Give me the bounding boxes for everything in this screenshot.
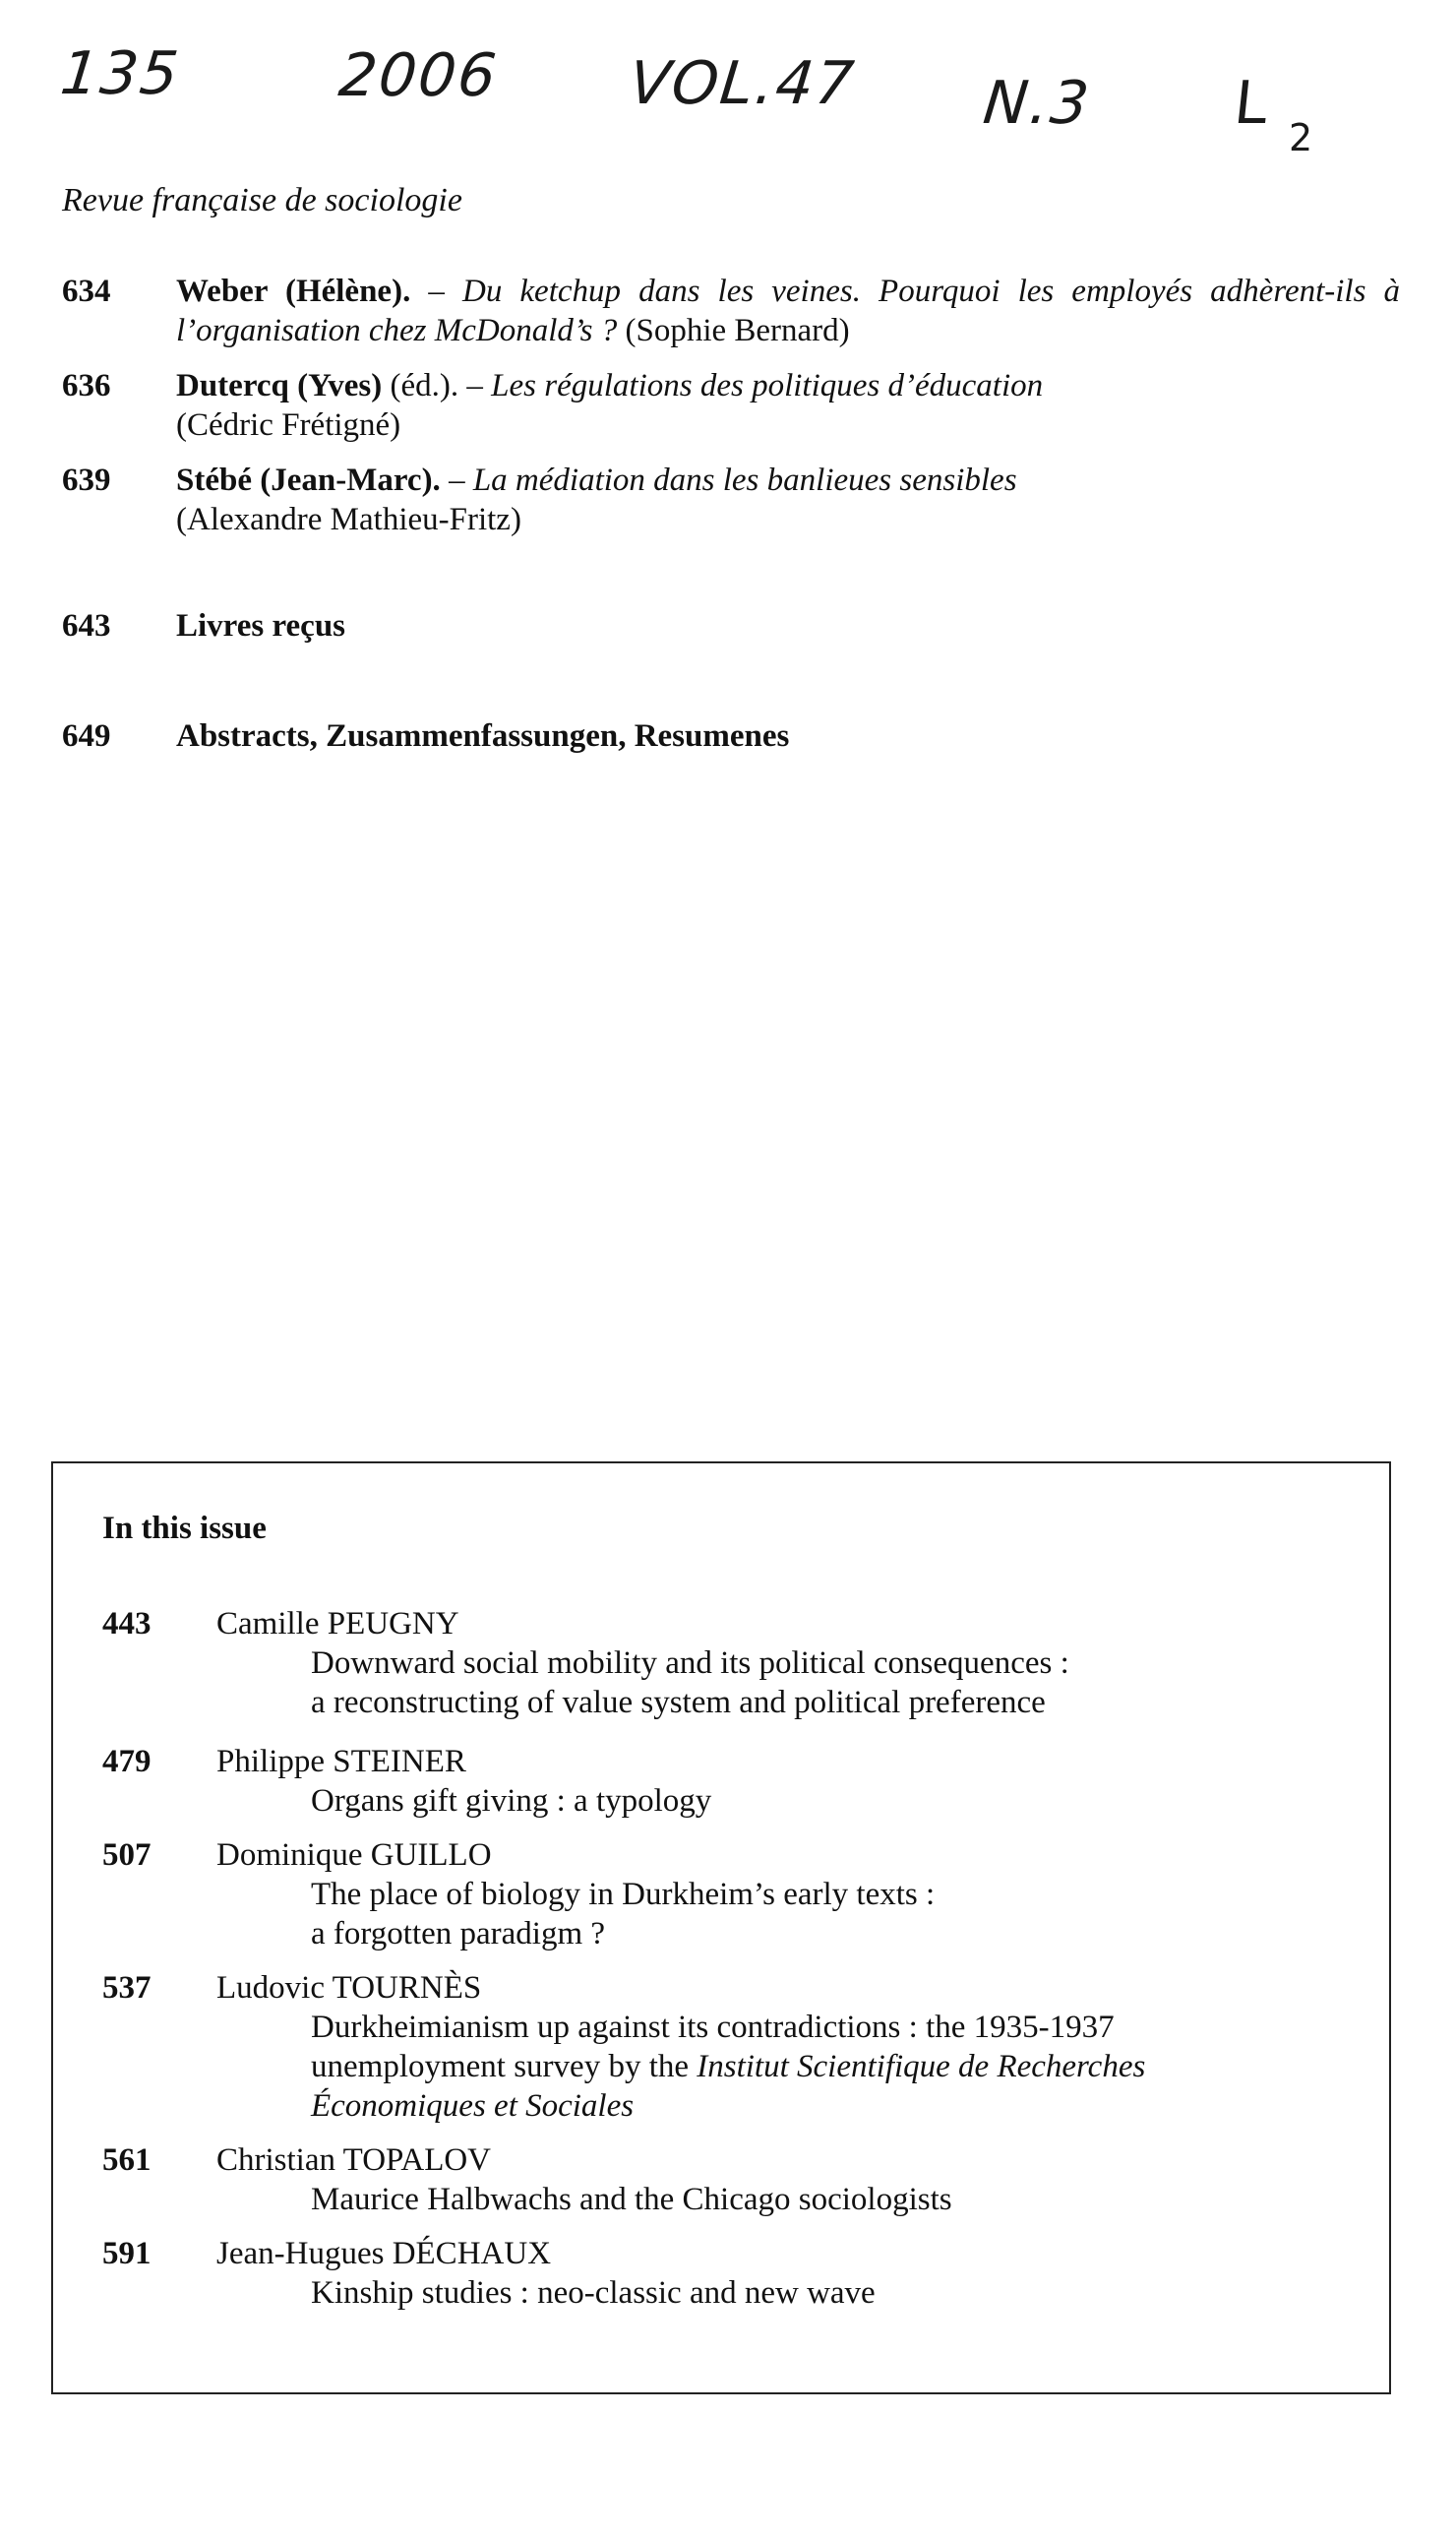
toc-page-number: 639 [62,463,111,498]
issue-entry [102,1968,1342,2126]
toc-separator: – [458,368,492,403]
toc-reviewer: (Alexandre Mathieu-Fritz) [176,502,521,537]
issue-author: Camille PEUGNY [216,1606,459,1641]
issue-author: Ludovic TOURNÈS [216,1970,482,2006]
issue-title-line: Maurice Halbwachs and the Chicago sociologists [311,2182,952,2217]
toc-author: Dutercq (Yves) [176,368,383,403]
handwritten-volume: VOL.47 [626,49,859,118]
toc-title: Les régulations des politiques d’éducation [491,368,1044,403]
issue-title-line: Économiques et Sociales [311,2088,635,2124]
toc-entry [62,606,1400,646]
toc-page-number: 649 [62,718,111,754]
handwritten-year: 2006 [335,41,502,110]
issue-author: Philippe STEINER [216,1744,466,1779]
toc-page-number: 636 [62,368,111,403]
toc-editor-note: (éd.). [382,368,459,403]
issue-title-plain: unemployment survey by the [311,2049,698,2084]
toc-reviewer: (Cédric Frétigné) [176,407,401,443]
issue-entry [102,1742,1342,1821]
issue-author: Jean-Hugues DÉCHAUX [216,2236,552,2271]
issue-entry [102,2234,1342,2313]
handwritten-number: 135 [57,39,184,108]
toc-section-heading: Abstracts, Zusammenfassungen, Resumenes [176,718,790,754]
toc-author: Weber (Hélène). [176,274,411,309]
toc-entry [62,461,1400,539]
toc-entry [62,366,1400,445]
issue-page-number: 537 [102,1970,152,2006]
toc-page-number: 634 [62,274,111,309]
in-this-issue-heading: In this issue [102,1511,267,1546]
toc-title: Du ketchup dans les veines. Pourquoi les employés adhèrent-ils à l’organisation chez McDonald’s ? [176,274,1401,348]
toc-separator: – [440,463,473,498]
issue-entry [102,1604,1342,1722]
toc-entry [62,272,1400,350]
toc-section-heading: Livres reçus [176,608,346,644]
issue-entry [102,2140,1342,2219]
issue-page-number: 561 [102,2142,152,2178]
issue-page-number: 443 [102,1606,152,1641]
issue-page-number: 507 [102,1837,152,1873]
issue-title-line: a forgotten paradigm ? [311,1916,606,1951]
toc-author: Stébé (Jean-Marc). [176,463,441,498]
toc-page-number: 643 [62,608,111,644]
toc-title: La médiation dans les banlieues sensibles [472,463,1017,498]
toc-entry [62,716,1400,756]
toc-reviewer: (Sophie Bernard) [617,313,850,348]
issue-author: Dominique GUILLO [216,1837,492,1873]
issue-title-line: Organs gift giving : a typology [311,1783,712,1819]
issue-title-line: The place of biology in Durkheim’s early texts : [311,1877,936,1912]
issue-title-line [311,2047,1342,2086]
issue-page-number: 591 [102,2236,152,2271]
issue-title-line: a reconstructing of value system and political preference [311,1685,1046,1720]
issue-entry [102,1835,1342,1953]
toc-separator: – [410,274,462,309]
journal-name: Revue française de sociologie [62,182,462,218]
issue-author: Christian TOPALOV [216,2142,492,2178]
handwritten-issue: N.3 [980,69,1094,138]
issue-title-line: Kinship studies : neo-classic and new wave [311,2275,876,2311]
issue-title-line: Downward social mobility and its political consequences : [311,1645,1069,1681]
handwritten-mark: L [1231,69,1274,138]
issue-title-line: Durkheimianism up against its contradictions : the 1935-1937 [311,2010,1115,2045]
issue-page-number: 479 [102,1744,152,1779]
in-this-issue-box [51,1461,1391,2394]
issue-title-italic: Institut Scientifique de Recherches [697,2049,1146,2084]
handwritten-mark-subscript: 2 [1289,116,1313,159]
